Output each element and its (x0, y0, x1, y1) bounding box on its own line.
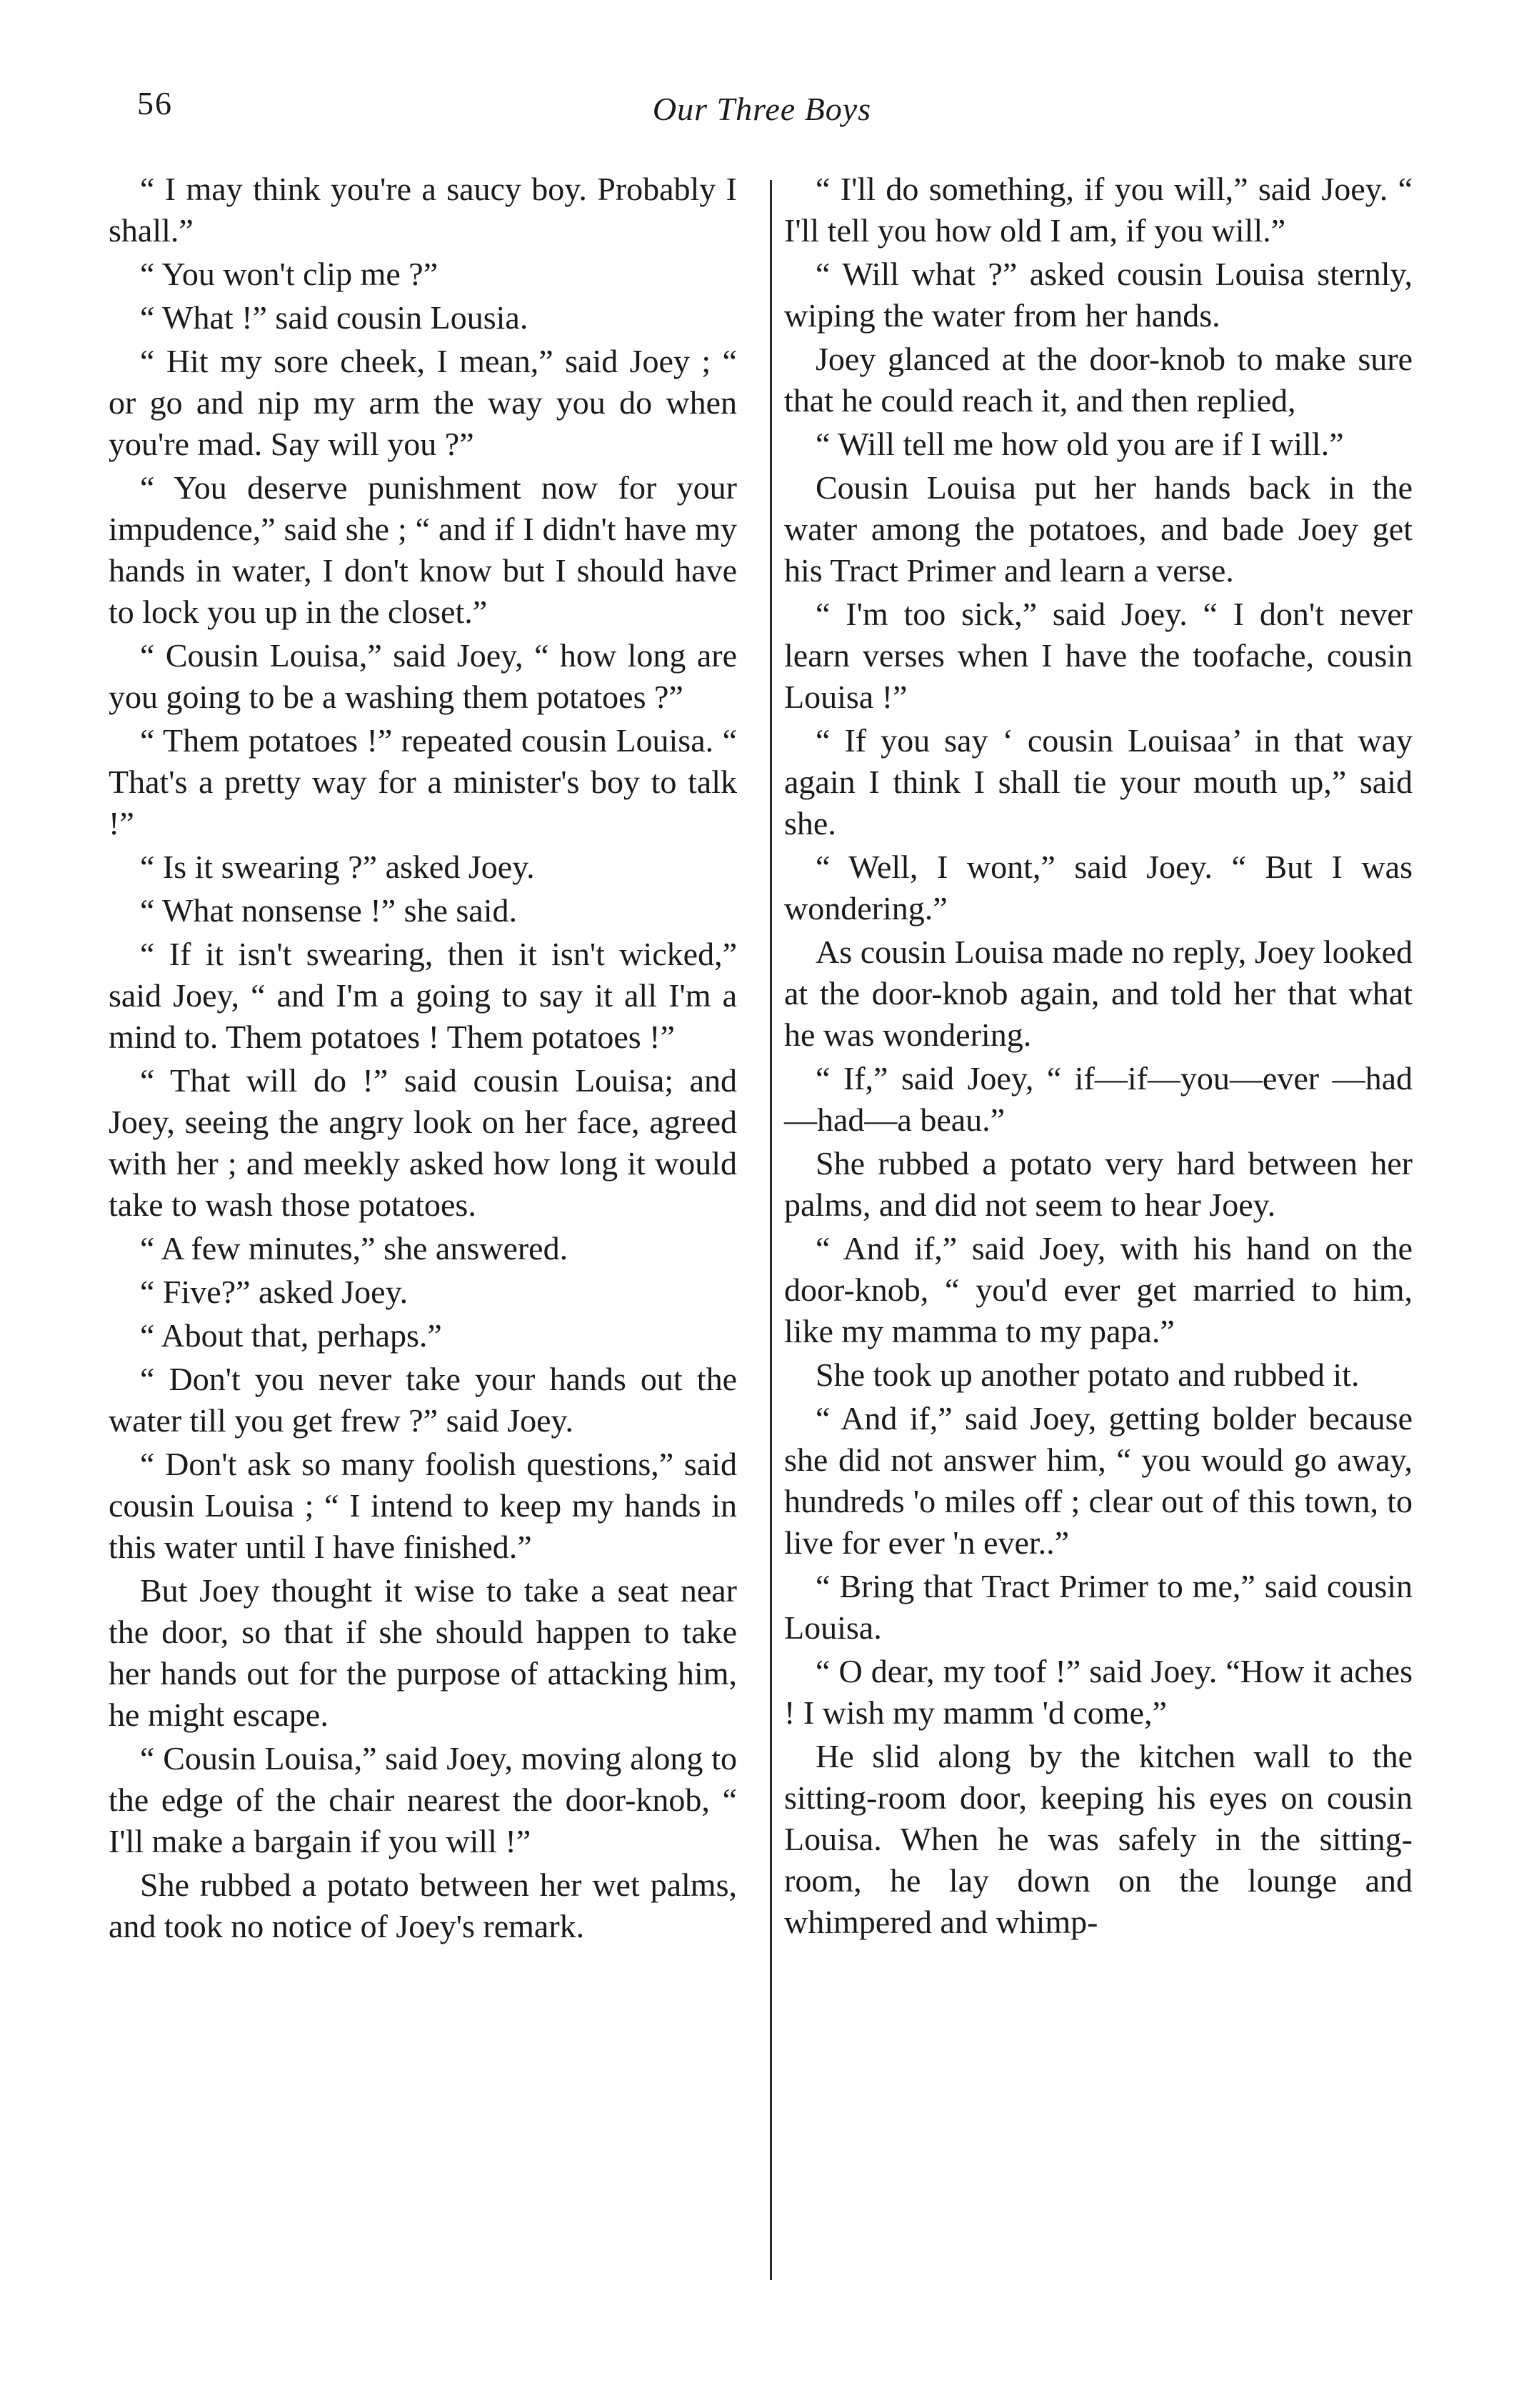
paragraph: “ You won't clip me ?” (140, 256, 438, 292)
paragraph: “ Hit my sore cheek, I mean,” said Joey ; “ or go and nip my arm the way you do when you're mad. Say will you ?” (109, 343, 737, 462)
paragraph: “ O dear, my toof !” said Joey. “How it aches ! I wish my mamm 'd come,” (784, 1653, 1413, 1731)
paragraph: “ Five?” asked Joey. (140, 1274, 408, 1310)
paragraph: “ What nonsense !” she said. (140, 892, 517, 929)
paragraph: “ Don't ask so many foolish questions,” said cousin Louisa ; “ I intend to keep my hands in this water until I have finished.” (109, 1446, 737, 1565)
paragraph: She rubbed a potato very hard between her palms, and did not seem to hear Joey. (784, 1145, 1413, 1223)
paragraph: “ If it isn't swearing, then it isn't wicked,” said Joey, “ and I'm a going to say it all I'm a mind to. Them potatoes ! Them potatoes !” (109, 936, 737, 1055)
paragraph: Joey glanced at the door-knob to make sure that he could reach it, and then replied, (784, 341, 1413, 419)
paragraph: “ A few minutes,” she answered. (140, 1230, 568, 1267)
paragraph: Cousin Louisa put her hands back in the water among the potatoes, and bade Joey get his Tract Primer and learn a verse. (784, 469, 1413, 589)
paragraph: “ Bring that Tract Primer to me,” said cousin Louisa. (784, 1568, 1413, 1646)
paragraph: “ That will do !” said cousin Louisa; and Joey, seeing the angry look on her face, agreed with her ; and meekly asked how long it would take to wash those potatoes. (109, 1062, 737, 1223)
paragraph: He slid along by the kitchen wall to the sitting-room door, keeping his eyes on cousin Louisa. When he was safely in the sitting-room, he lay down on the lounge and whimpered and whimp- (784, 1738, 1413, 1940)
paragraph: “ I may think you're a saucy boy. Probably I shall.” (109, 171, 737, 249)
paragraph: She rubbed a potato between her wet palms, and took no notice of Joey's remark. (109, 1867, 737, 1944)
paragraph: “ Will what ?” asked cousin Louisa sternly, wiping the water from her hands. (784, 256, 1413, 334)
paragraph: “ Will tell me how old you are if I will.” (816, 426, 1344, 462)
paragraph: “ If you say ‘ cousin Louisaa’ in that way again I think I shall tie your mouth up,” said she. (784, 722, 1413, 841)
paragraph: But Joey thought it wise to take a seat near the door, so that if she should happen to take her hands out for the purpose of attacking him, he might escape. (109, 1572, 737, 1733)
paragraph: She took up another potato and rubbed it. (816, 1357, 1360, 1393)
paragraph: “ If,” said Joey, “ if—if—you—ever —had—had—a beau.” (784, 1060, 1413, 1138)
paragraph: “ What !” said cousin Lousia. (140, 299, 528, 336)
paragraph: “ About that, perhaps.” (140, 1317, 442, 1354)
page-number: 56 (137, 85, 173, 121)
paragraph: “ You deserve punishment now for your impudence,” said she ; “ and if I didn't have my hands in water, I don't know but I should have to lock you up in the closet.” (109, 469, 737, 630)
paragraph: “ Don't you never take your hands out the water till you get frew ?” said Joey. (109, 1361, 737, 1439)
running-title: Our Three Boys (652, 91, 872, 127)
paragraph: “ Them potatoes !” repeated cousin Louisa. “ That's a pretty way for a minister's boy to talk !” (109, 722, 737, 841)
paragraph: As cousin Louisa made no reply, Joey looked at the door-knob again, and told her that what he was wondering. (784, 934, 1413, 1053)
paragraph: “ Cousin Louisa,” said Joey, moving along to the edge of the chair nearest the door-knob, “ I'll make a bargain if you will !” (109, 1740, 737, 1859)
paragraph: “ I'll do something, if you will,” said Joey. “ I'll tell you how old I am, if you will.” (784, 171, 1413, 249)
paragraph: “ Cousin Louisa,” said Joey, “ how long are you going to be a washing them potatoes ?” (109, 637, 737, 715)
paragraph: “ I'm too sick,” said Joey. “ I don't never learn verses when I have the toofache, cousin Louisa !” (784, 596, 1413, 715)
right-column (784, 169, 1413, 1945)
paragraph: “ Well, I wont,” said Joey. “ But I was wondering.” (784, 849, 1413, 926)
left-column (109, 169, 737, 1949)
column-rule (770, 180, 772, 2280)
paragraph: “ And if,” said Joey, with his hand on the door-knob, “ you'd ever get married to him, like my mamma to my papa.” (784, 1230, 1413, 1349)
paragraph: “ Is it swearing ?” asked Joey. (140, 849, 535, 885)
paragraph: “ And if,” said Joey, getting bolder because she did not answer him, “ you would go away, hundreds 'o miles off ; clear out of this town, to live for ever 'n ever..” (784, 1400, 1413, 1561)
